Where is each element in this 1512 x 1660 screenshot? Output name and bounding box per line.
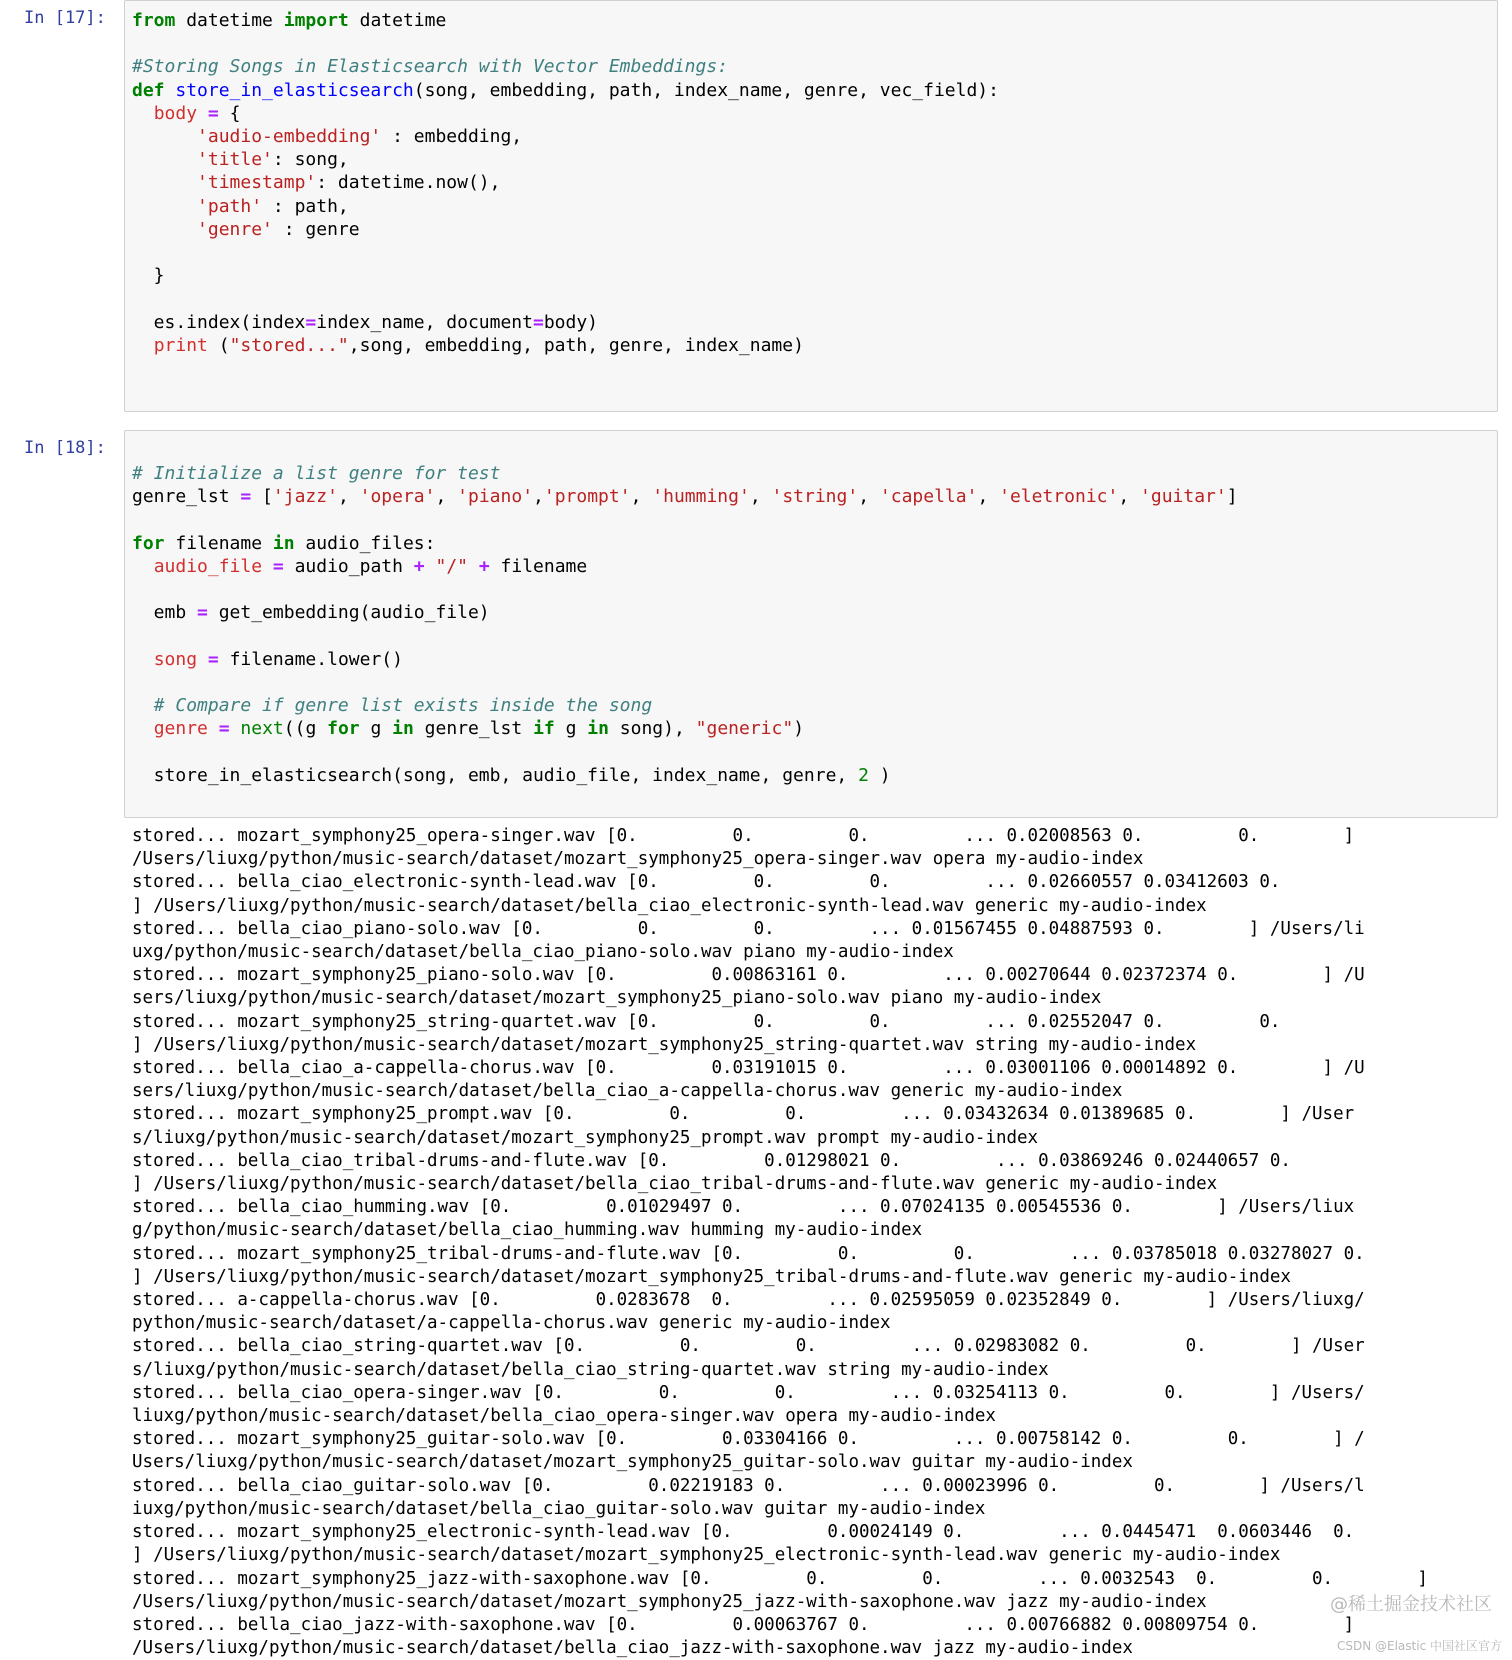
- output-line: ] /Users/liuxg/python/music-search/dataset/bella_ciao_tribal-drums-and-flute.wav generic my-audio-index: [132, 1174, 1218, 1195]
- code-token: from: [132, 10, 176, 31]
- code-token: 'path': [197, 195, 263, 217]
- code-token: filename: [164, 532, 273, 554]
- code-line: [132, 32, 1490, 55]
- output-line: /Users/liuxg/python/music-search/dataset/mozart_symphony25_opera-singer.wav opera my-audio-index: [132, 849, 1144, 870]
- code-line: [132, 125, 1490, 148]
- code-token: {: [218, 102, 241, 124]
- watermark-csdn: CSDN @Elastic 中国社区官方: [1336, 1639, 1502, 1653]
- code-token: ,: [858, 486, 880, 508]
- code-line: [132, 55, 1490, 78]
- code-token: # Initialize a list genre for test: [132, 463, 501, 485]
- code-token: =: [272, 555, 284, 577]
- code-line: [132, 509, 1490, 532]
- code-editor[interactable]: [125, 431, 1497, 818]
- code-token: song),: [608, 718, 696, 740]
- code-line: [132, 601, 1490, 624]
- code-token: 'audio-embedding': [197, 126, 382, 147]
- code-line: [132, 171, 1490, 194]
- code-token: ,: [977, 486, 1000, 508]
- code-line: [132, 764, 1490, 787]
- code-token: 'piano': [457, 486, 534, 508]
- output-line: stored... a-cappella-chorus.wav [0. 0.0283678 0. ... 0.02595059 0.02352849 0. ] /Users/liuxg/: [132, 1290, 1365, 1311]
- code-token: [230, 718, 241, 739]
- code-token: store_in_elasticsearch(song, emb, audio_file, index_name, genre,: [132, 764, 859, 786]
- code-token: "generic": [695, 718, 794, 740]
- code-token: [165, 80, 176, 101]
- code-token: : song,: [272, 149, 349, 171]
- code-line: [132, 787, 1490, 810]
- code-token: [132, 556, 154, 577]
- code-token: body): [543, 311, 599, 333]
- code-line: [132, 439, 1490, 462]
- code-token: [197, 649, 208, 670]
- output-line: stored... mozart_symphony25_opera-singer.wav [0. 0. 0. ... 0.02008563 0. 0. ]: [132, 826, 1355, 846]
- output-line: stored... bella_ciao_electronic-synth-lead.wav [0. 0. 0. ... 0.02660557 0.03412603 0.: [132, 872, 1281, 893]
- code-token: genre: [153, 718, 208, 740]
- output-line: /Users/liuxg/python/music-search/dataset/bella_ciao_jazz-with-saxophone.wav jazz my-audio-index: [132, 1638, 1133, 1659]
- code-line: [132, 555, 1490, 578]
- code-line: [132, 357, 1490, 380]
- code-token: 'guitar': [1140, 486, 1227, 508]
- code-token: song: [153, 648, 198, 670]
- code-token: #Storing Songs in Elasticsearch with Vector Embeddings:: [132, 56, 729, 78]
- output-line: liuxg/python/music-search/dataset/bella_ciao_opera-singer.wav opera my-audio-index: [132, 1406, 996, 1427]
- code-token: in: [587, 718, 609, 740]
- code-token: for: [327, 718, 360, 740]
- code-token: : genre: [272, 218, 360, 240]
- code-token: "/": [435, 555, 468, 577]
- code-line: [132, 694, 1490, 717]
- code-token: [197, 103, 208, 124]
- code-token: audio_files:: [294, 532, 436, 554]
- code-token: }: [132, 265, 165, 287]
- output-line: s/liuxg/python/music-search/dataset/mozart_symphony25_prompt.wav prompt my-audio-index: [132, 1127, 1039, 1148]
- code-token: 'string': [771, 486, 859, 508]
- code-token: ,: [630, 486, 653, 508]
- code-line: [132, 218, 1490, 241]
- code-token: filename.lower(): [218, 648, 403, 670]
- code-token: in: [272, 532, 295, 554]
- code-token: [132, 149, 197, 170]
- code-token: "stored...": [229, 334, 349, 356]
- code-line: [132, 195, 1490, 218]
- output-line: stored... mozart_symphony25_string-quartet.wav [0. 0. 0. ... 0.02552047 0. 0.: [132, 1011, 1281, 1032]
- code-token: [132, 718, 154, 739]
- output-line: ] /Users/liuxg/python/music-search/dataset/mozart_symphony25_string-quartet.wav string my-audio-index: [132, 1034, 1197, 1055]
- output-line: stored... mozart_symphony25_jazz-with-saxophone.wav [0. 0. 0. ... 0.0032543 0. 0. ]: [132, 1568, 1428, 1589]
- code-token: =: [218, 718, 230, 740]
- code-token: =: [532, 311, 544, 333]
- code-token: ): [868, 764, 891, 786]
- code-cell-17[interactable]: [0, 0, 1512, 420]
- code-line: [132, 264, 1490, 287]
- code-token: 2: [858, 764, 869, 786]
- code-token: 'timestamp': [197, 172, 317, 194]
- code-token: : path,: [262, 195, 349, 217]
- code-token: in: [392, 718, 414, 740]
- code-token: : datetime.now(),: [316, 172, 501, 194]
- code-editor[interactable]: [125, 1, 1497, 411]
- code-cell-18[interactable]: [0, 430, 1512, 820]
- output-line: stored... bella_ciao_a-cappella-chorus.wav [0. 0.03191015 0. ... 0.03001106 0.00014892 0. ] /U: [132, 1058, 1365, 1079]
- code-token: ,: [1118, 486, 1141, 508]
- cell-prompt: In [18]:: [24, 438, 106, 458]
- output-line: uxg/python/music-search/dataset/bella_ciao_piano-solo.wav piano my-audio-index: [132, 942, 954, 963]
- code-token: [262, 556, 273, 577]
- code-token: emb: [132, 602, 198, 624]
- code-token: [132, 126, 197, 147]
- code-token: 'capella': [879, 486, 978, 508]
- code-token: body: [153, 102, 198, 124]
- code-line: [132, 148, 1490, 171]
- code-token: genre_lst: [132, 486, 241, 508]
- code-token: +: [413, 555, 425, 577]
- output-line: sers/liuxg/python/music-search/dataset/bella_ciao_a-cappella-chorus.wav generic my-audio-index: [132, 1081, 1123, 1102]
- code-token: audio_file: [153, 555, 263, 577]
- output-line: stored... mozart_symphony25_piano-solo.wav [0. 0.00863161 0. ... 0.00270644 0.02372374 0. ] /U: [132, 965, 1365, 986]
- code-line: [132, 648, 1490, 671]
- code-line: [132, 717, 1490, 740]
- code-token: [: [251, 486, 273, 508]
- code-token: 'prompt': [543, 486, 631, 508]
- output-line: g/python/music-search/dataset/bella_ciao_humming.wav humming my-audio-index: [132, 1220, 923, 1241]
- code-token: datetime: [175, 10, 284, 31]
- code-token: if: [533, 718, 555, 740]
- code-token: [132, 649, 154, 670]
- code-token: (: [207, 334, 230, 356]
- code-token: ((g: [283, 718, 328, 740]
- code-token: ): [793, 718, 805, 740]
- code-token: : embedding,: [381, 126, 523, 147]
- output-line: stored... mozart_symphony25_electronic-synth-lead.wav [0. 0.00024149 0. ... 0.0445471 0.0603446 0.: [132, 1522, 1355, 1543]
- code-token: for: [132, 532, 165, 554]
- code-token: print: [153, 334, 208, 356]
- code-token: [468, 556, 479, 577]
- code-token: =: [197, 602, 208, 624]
- code-line: [132, 287, 1490, 310]
- code-token: g: [359, 718, 393, 740]
- output-line: stored... mozart_symphony25_tribal-drums-and-flute.wav [0. 0. 0. ... 0.03785018 0.03278027 0.: [132, 1243, 1365, 1264]
- code-token: genre_lst: [413, 718, 534, 740]
- code-token: [208, 718, 219, 739]
- code-token: 'jazz': [272, 486, 338, 508]
- code-token: import: [283, 10, 349, 31]
- output-line: stored... bella_ciao_humming.wav [0. 0.01029497 0. ... 0.07024135 0.00545536 0. ] /Users/liux: [132, 1197, 1355, 1218]
- code-token: audio_path: [283, 555, 414, 577]
- code-token: =: [207, 648, 219, 670]
- code-token: (song, embedding, path, index_name, genre, vec_field):: [413, 79, 999, 101]
- code-input-area[interactable]: [124, 0, 1498, 412]
- code-token: get_embedding(audio_file): [207, 602, 490, 624]
- code-token: 'genre': [197, 218, 273, 240]
- code-token: ,: [337, 486, 360, 508]
- code-token: 'humming': [652, 486, 750, 508]
- output-line: iuxg/python/music-search/dataset/bella_ciao_guitar-solo.wav guitar my-audio-index: [132, 1498, 986, 1519]
- code-token: [132, 335, 154, 356]
- code-token: [132, 695, 154, 716]
- code-token: datetime: [348, 10, 447, 31]
- output-line: stored... bella_ciao_opera-singer.wav [0. 0. 0. ... 0.03254113 0. 0. ] /Users/: [132, 1382, 1365, 1403]
- output-line: python/music-search/dataset/a-cappella-chorus.wav generic my-audio-index: [132, 1313, 891, 1334]
- output-line: Users/liuxg/python/music-search/dataset/mozart_symphony25_guitar-solo.wav guitar my-audio-index: [132, 1452, 1133, 1473]
- code-line: [132, 380, 1490, 403]
- output-line: stored... bella_ciao_string-quartet.wav [0. 0. 0. ... 0.02983082 0. 0. ] /User: [132, 1336, 1365, 1357]
- code-token: [132, 196, 197, 217]
- code-token: index_name, document: [316, 311, 533, 333]
- code-token: ]: [1226, 486, 1238, 508]
- code-token: =: [305, 311, 317, 333]
- code-line: [132, 9, 1490, 32]
- code-line: [132, 671, 1490, 694]
- output-line: ] /Users/liuxg/python/music-search/dataset/bella_ciao_electronic-synth-lead.wav generic my-audio-index: [132, 895, 1207, 916]
- output-line: stored... mozart_symphony25_prompt.wav [0. 0. 0. ... 0.03432634 0.01389685 0. ] /User: [132, 1104, 1355, 1125]
- code-token: filename: [489, 555, 588, 577]
- code-line: [132, 102, 1490, 125]
- output-line: stored... bella_ciao_jazz-with-saxophone.wav [0. 0.00063767 0. ... 0.00766882 0.00809754 0. ]: [132, 1614, 1355, 1635]
- code-token: [132, 219, 197, 240]
- code-token: =: [240, 486, 252, 508]
- output-line: stored... bella_ciao_piano-solo.wav [0. 0. 0. ... 0.01567455 0.04887593 0. ] /Users/li: [132, 918, 1365, 939]
- code-line: [132, 578, 1490, 601]
- code-token: 'title': [197, 149, 273, 171]
- code-line: [132, 485, 1490, 508]
- output-line: /Users/liuxg/python/music-search/dataset/mozart_symphony25_jazz-with-saxophone.wav jazz my-audio-index: [132, 1591, 1207, 1612]
- code-line: [132, 741, 1490, 764]
- code-token: def: [132, 79, 165, 101]
- code-token: es.index(index: [132, 311, 306, 333]
- code-token: store_in_elasticsearch: [175, 79, 414, 101]
- code-token: ,: [749, 486, 772, 508]
- output-line: ] /Users/liuxg/python/music-search/dataset/mozart_symphony25_electronic-synth-lead.wav generic my-audio-index: [132, 1545, 1281, 1566]
- output-line: stored... mozart_symphony25_guitar-solo.wav [0. 0.03304166 0. ... 0.00758142 0. 0. ] /: [132, 1429, 1365, 1450]
- cell-output: [124, 825, 1498, 1660]
- code-token: [132, 172, 197, 193]
- output-line: sers/liuxg/python/music-search/dataset/mozart_symphony25_piano-solo.wav piano my-audio-index: [132, 988, 1102, 1009]
- code-token: [132, 103, 154, 124]
- code-token: 'eletronic': [999, 486, 1119, 508]
- code-token: ,song, embedding, path, genre, index_name): [348, 334, 804, 356]
- code-input-area[interactable]: [124, 430, 1498, 818]
- code-token: 'opera': [359, 486, 436, 508]
- output-line: ] /Users/liuxg/python/music-search/dataset/mozart_symphony25_tribal-drums-and-flute.wav generic my-audio-index: [132, 1266, 1291, 1287]
- code-token: [425, 556, 436, 577]
- code-line: [132, 532, 1490, 555]
- code-token: ,: [533, 486, 544, 508]
- output-line: s/liuxg/python/music-search/dataset/bella_ciao_string-quartet.wav string my-audio-index: [132, 1359, 1049, 1380]
- code-line: [132, 241, 1490, 264]
- code-line: [132, 311, 1490, 334]
- code-token: =: [207, 102, 219, 124]
- code-line: [132, 79, 1490, 102]
- code-line: [132, 625, 1490, 648]
- cell-prompt: In [17]:: [24, 8, 106, 28]
- output-line: stored... bella_ciao_tribal-drums-and-flute.wav [0. 0.01298021 0. ... 0.03869246 0.02440657 0.: [132, 1150, 1291, 1171]
- code-token: +: [478, 555, 490, 577]
- code-token: g: [554, 718, 588, 740]
- code-line: [132, 334, 1490, 357]
- output-line: stored... bella_ciao_guitar-solo.wav [0. 0.02219183 0. ... 0.00023996 0. 0. ] /Users/l: [132, 1475, 1365, 1496]
- code-line: [132, 462, 1490, 485]
- watermark: @稀土掘金技术社区: [1330, 1594, 1492, 1615]
- code-token: next: [240, 718, 284, 740]
- code-token: ,: [435, 486, 458, 508]
- code-token: # Compare if genre list exists inside the song: [153, 695, 653, 717]
